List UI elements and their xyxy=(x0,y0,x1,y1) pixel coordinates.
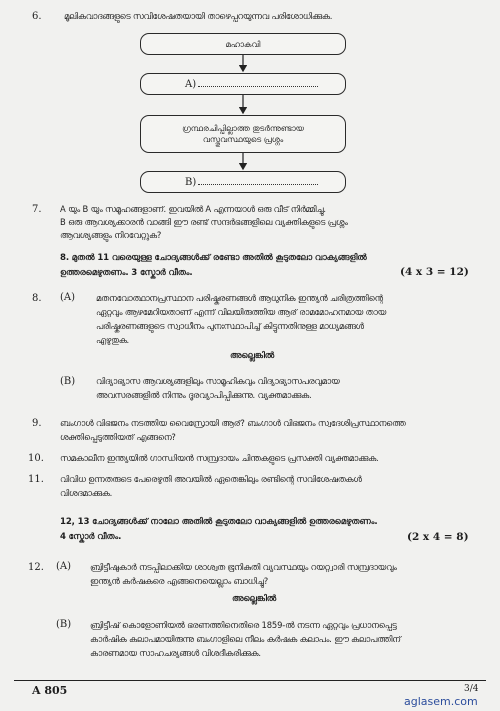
q8b-label: (B) xyxy=(60,376,76,387)
q9-line1: ബംഗാൾ വിഭജനം നടത്തിയ വൈസ്രോയി ആര്? ബംഗാൾ വിഭജനം സ്വദേശിപ്രസ്ഥാനത്തെ xyxy=(60,418,406,428)
footer-rule xyxy=(14,680,486,681)
q6-text: മൂലികവാദങ്ങളുടെ സവിശേഷതയായി താഴെപ്പറയുന്നവ പരിശോധിക്കുക. xyxy=(64,11,333,21)
section-12-13-line2: 4 സ്കോർ വീതം. xyxy=(60,532,122,542)
footer-exam-code: A 805 xyxy=(32,684,68,697)
watermark: aglasem.com xyxy=(404,695,478,708)
footer-page-number: 3/4 xyxy=(464,684,479,694)
q7-line2: B ഒരു ആവശ്യക്കാരൻ വാങ്ങി ഈ രണ്ട് സന്ദർഭങ്ങളിലെ വ്യക്തികളുടെ പ്രശ്നം xyxy=(60,217,348,227)
q8-or: അല്ലെങ്കിൽ xyxy=(230,351,275,361)
q7-line1: A യും B യും സമൂഹങ്ങളാണ്. ഇവയിൽ A എന്നയാൾ ഒരു വീട് നിർമ്മിച്ചു. xyxy=(60,204,326,214)
section-12-13-line1: 12, 13 ചോദ്യങ്ങൾക്ക് നാലോ അതിൽ കൂടുതലോ വാക്യങ്ങളിൽ ഉത്തരമെഴുതണം. xyxy=(60,517,378,527)
q12b-label: (B) xyxy=(56,619,72,630)
q11-number: 11. xyxy=(28,474,44,485)
q6-number: 6. xyxy=(32,11,42,22)
section-8-11-line1: 8. മുതൽ 11 വരെയുള്ള ചോദ്യങ്ങൾക്ക് രണ്ടോ അതിൽ കൂടുതലോ വാക്യങ്ങളിൽ xyxy=(60,253,367,263)
q12b-line2: കാർഷിക കലാപമായിരുന്നു ബംഗാളിലെ നീലം കർഷക കലാപം. ഈ കലാപത്തിന് xyxy=(90,634,401,644)
section-8-11-marks: (4 x 3 = 12) xyxy=(400,266,469,278)
q12b-line3: കാരണമായ സാഹചര്യങ്ങൾ വിശദീകരിക്കുക. xyxy=(90,648,261,658)
q12a-line2: ഇന്ത്യൻ കർഷകരെ എങ്ങനെയെല്ലാം ബാധിച്ചു? xyxy=(90,576,269,586)
q11-line1: വിവിധ ഉന്നതരുടെ പേരെഴുതി അവയിൽ ഏതെങ്കിലും രണ്ടിന്റെ സവിശേഷതകൾ xyxy=(60,474,362,484)
q8a-line1: മതനവോത്ഥാനപ്രസ്ഥാന പരിഷ്കരണങ്ങൾ ആധുനിക ഇന്ത്യൻ ചരിത്രത്തിന്റെ xyxy=(96,293,383,303)
q11-line2: വിശദമാക്കുക. xyxy=(60,488,113,498)
q12a-line1: ബ്രിട്ടീഷുകാർ നടപ്പിലാക്കിയ ശാശ്വത ഭൂനികുതി വ്യവസ്ഥയും റയറ്റ്വാരി സമ്പ്രദായവും xyxy=(90,562,397,572)
flow-box-3-line2: വസ്തുവസ്ഥയുടെ പ്രശ്നം xyxy=(202,135,284,144)
q8b-line1: വിദ്യാഭ്യാസ ആവശ്യങ്ങളിലും സാമൂഹികവും വിദ്യാഭ്യാസപരവുമായ xyxy=(96,376,340,386)
q10-number: 10. xyxy=(28,453,44,464)
q12-number: 12. xyxy=(28,562,44,573)
flow-arrows xyxy=(0,0,500,200)
q8-number: 8. xyxy=(32,293,42,304)
q10-line1: സമകാലീന ഇന്ത്യയിൽ ഗാന്ധിയൻ സമ്പ്രദായം ചിന്തകളുടെ പ്രസക്തി വ്യക്തമാക്കുക. xyxy=(60,453,379,463)
q12-or: അല്ലെങ്കിൽ xyxy=(232,594,277,604)
flow-box-4-label: B) xyxy=(185,177,197,188)
section-12-13-marks: (2 x 4 = 8) xyxy=(407,531,469,543)
flow-box-2-label: A) xyxy=(185,79,197,90)
q8a-line2: ഏറ്റവും ആഴമേറിയതാണ് എന്ന് വിലയിരുത്തിയ ആര് രാമമോഹനമായ തായ xyxy=(96,307,387,317)
flow-box-3-line1: ഗ്രന്ഥരചിപ്പില്ലാത്ത തുടർന്നുണ്ടായ xyxy=(182,124,304,133)
q7-line3: ആവശ്യങ്ങളും നിറവേറ്റുക? xyxy=(60,230,162,240)
q12b-line1: ബ്രിട്ടീഷ് കൊളോണിയൽ ഭരണത്തിനെതിരെ 1859-ൽ നടന്ന ഏറ്റവും പ്രധാനപ്പെട്ട xyxy=(90,620,397,630)
q9-number: 9. xyxy=(32,418,42,429)
q7-number: 7. xyxy=(32,204,42,215)
q8a-label: (A) xyxy=(60,292,76,303)
q8a-line4: എഴുതുക. xyxy=(96,335,130,345)
q8b-line2: അവസരങ്ങളിൽ നിന്നും ദൂരവ്യാപിപ്പിക്കുന്നു. വ്യക്തമാക്കുക. xyxy=(96,390,312,400)
section-8-11-line2: ഉത്തരമെഴുതണം. 3 സ്കോർ വീതം. xyxy=(60,268,193,278)
q8a-line3: പരിഷ്കരണങ്ങളുടെ സ്വാധീനം പുനഃസ്ഥാപിച്ച് കിട്ടുന്നതിനുള്ള മാധ്യമങ്ങൾ xyxy=(96,321,364,331)
q12a-label: (A) xyxy=(56,561,72,572)
q9-line2: ശക്തിപ്പെടുത്തിയത് എങ്ങനെ? xyxy=(60,432,176,442)
flow-box-1-text: മഹാകവി xyxy=(225,39,261,49)
